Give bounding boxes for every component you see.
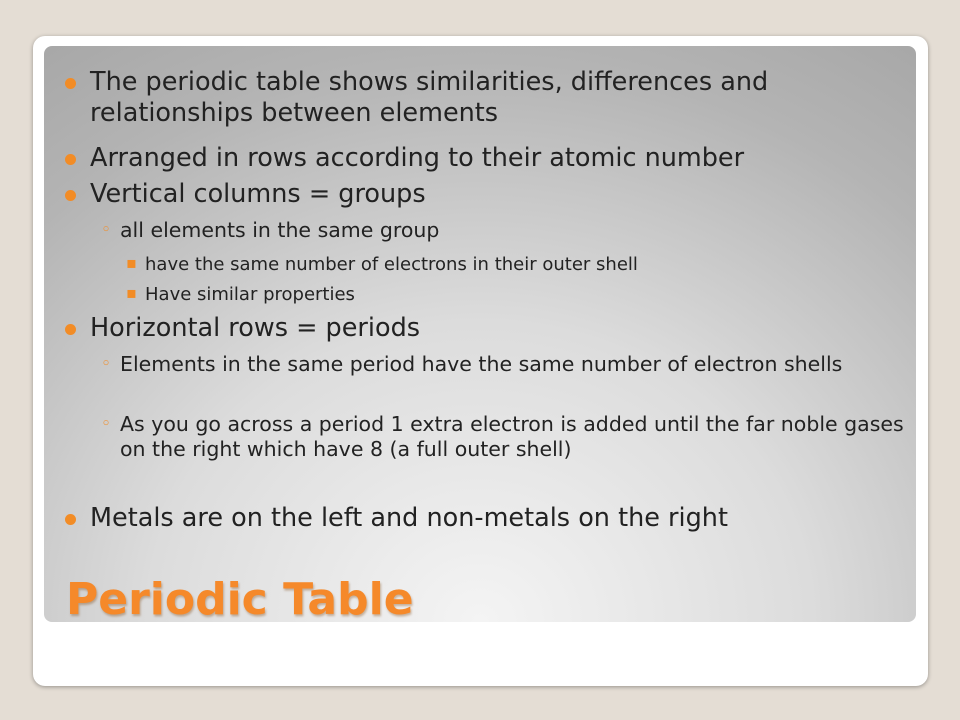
square-bullet-icon: ▪	[126, 283, 137, 302]
page-title: Periodic Table	[66, 574, 414, 622]
bullet-item	[90, 179, 905, 210]
circle-bullet-icon: ◦	[101, 414, 112, 434]
circle-bullet-icon: ◦	[101, 354, 112, 374]
sub-bullet-item	[101, 352, 910, 377]
bullet-item	[90, 143, 916, 174]
bullet-dot-icon	[65, 190, 76, 201]
bullet-text: As you go across a period 1 extra electron is added until the far noble gases on the right which have 8 (a full outer shell)	[120, 412, 904, 461]
bullet-dot-icon	[65, 514, 76, 525]
square-bullet-icon: ▪	[126, 253, 137, 272]
content-panel	[44, 46, 916, 622]
bullet-dot-icon	[65, 78, 76, 89]
sub-sub-bullet-item	[126, 253, 905, 276]
bullet-item	[90, 503, 916, 534]
bullet-text: Horizontal rows = periods	[90, 313, 421, 343]
bullet-text: The periodic table shows similarities, differences and relationships between elements	[90, 67, 769, 128]
bullet-text: Vertical columns = groups	[90, 179, 426, 209]
sub-sub-bullet-item	[126, 283, 905, 306]
bullet-item	[90, 67, 905, 129]
sub-bullet-item	[101, 218, 905, 243]
bullet-text: all elements in the same group	[120, 218, 440, 242]
bullet-text: Metals are on the left and non-metals on the right	[90, 503, 728, 533]
bullet-item	[90, 313, 905, 344]
bullet-text: Have similar properties	[145, 284, 355, 305]
bullet-dot-icon	[65, 324, 76, 335]
bullet-text: have the same number of electrons in their outer shell	[145, 254, 638, 275]
bullet-text: Elements in the same period have the same number of electron shells	[120, 352, 843, 376]
bullet-dot-icon	[65, 154, 76, 165]
sub-bullet-item	[101, 412, 910, 462]
bullet-text: Arranged in rows according to their atomic number	[90, 143, 745, 173]
circle-bullet-icon: ◦	[101, 220, 112, 240]
